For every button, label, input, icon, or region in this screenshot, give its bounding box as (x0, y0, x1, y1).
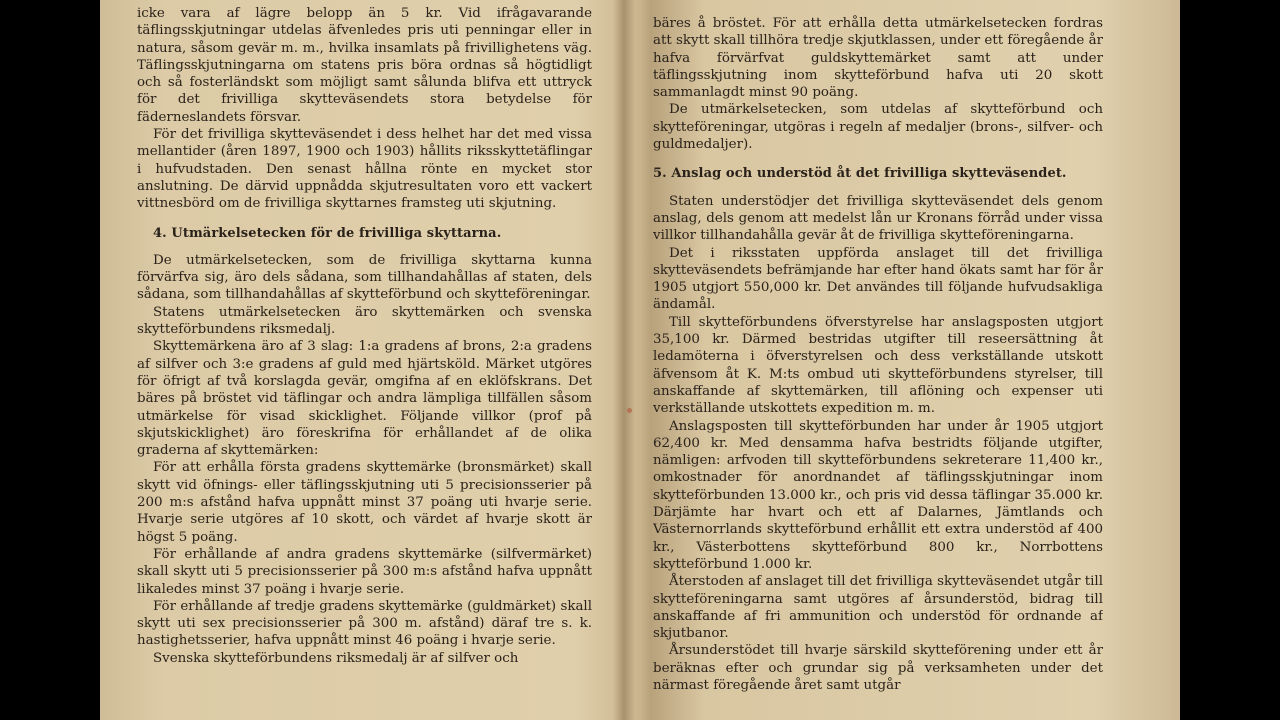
right-page (653, 0, 1103, 720)
left-paragraph-8: För erhållande af tredje gradens skyttemärke (guldmärket) skall skytt uti sex precisionsserier på 300 m. afstånd) däraf tre s. k. hastighetsserier, hafva uppnått minst 46 poäng i hvarje serie. (137, 598, 592, 649)
right-paragraph-1: bäres å bröstet. För att erhålla detta utmärkelsetecken fordras att skytt skall tillhöra tredje skjutklassen, under ett föregående år hafva förvärfvat guldskyttemärket samt att under täflingsskjutning inom skytteförbund hafva uti 20 skott sammanlagdt minst 90 poäng. (653, 16, 1103, 101)
left-page (137, 0, 592, 720)
right-paragraph-8: Årsunderstödet till hvarje särskild skytteförening under ett år beräknas efter och grundar sig på verksamheten under det närmast föregående året samt utgår (653, 643, 1103, 693)
left-paragraph-6: För att erhålla första gradens skyttemärke (bronsmärket) skall skytt vid öfnings- eller täflingsskjutning uti 5 precisionsserier på 200 m:s afstånd hafva uppnått minst 37 poäng uti hvarje serie. Hvarje serie utgöres af 10 skott, och värdet af hvarje skott är högst 5 poäng. (137, 460, 592, 545)
right-paragraph-3: Staten understödjer det frivilliga skytteväsendet dels genom anslag, dels genom att medelst lån ur Kronans förråd under vissa villkor tillhandahålla gevär åt de frivilliga skytteföreningarna. (653, 193, 1103, 244)
right-paragraph-6: Anslagsposten till skytteförbunden har under år 1905 utgjort 62,400 kr. Med densamma hafva bestridts följande utgifter, nämligen: arfvoden till skytteförbundens sekreterare 11,400 kr., omkostnader för anordnandet af täflingsskjutningar inom skytteförbunden 13.000 kr., och pris vid dessa täflingar 35.000 kr. Därjämte har hvart och ett af Dalarnes, Jämtlands och Västernorrlands skytteförbund erhållit ett extra understöd af 400 kr., Västerbottens skytteförbund 800 kr., Norrbottens skytteförbund 1.000 kr. (653, 418, 1103, 572)
section-heading-5: 5. Anslag och understöd åt det frivilliga skytteväsendet. (653, 166, 1067, 182)
left-paragraph-4: Statens utmärkelsetecken äro skyttemärken och svenska skytteförbundens riksmedalj. (137, 304, 592, 338)
left-paragraph-3: De utmärkelsetecken, som de frivilliga skyttarna kunna förvärfva sig, äro dels sådana, som tillhandahållas af staten, dels sådana, som tillhandahållas af skytteförbund och skytteföreningar. (137, 252, 592, 303)
right-paragraph-5: Till skytteförbundens öfverstyrelse har anslagsposten utgjort 35,100 kr. Därmed bestridas utgifter till reseersättning åt ledamöterna i öfverstyrelsen och dess verkställande utskott äfvensom åt K. M:ts ombud uti skytteförbundens styrelser, till anskaffande af skyttemärken, till aflöning och expenser uti verkställande utskottets expedition m. m. (653, 314, 1103, 417)
section-heading-4: 4. Utmärkelsetecken för de frivilliga skyttarna. (153, 225, 502, 241)
left-paragraph-1: icke vara af lägre belopp än 5 kr. Vid ifrågavarande täflingsskjutningar utdelas äfvenledes pris uti penningar eller in natura, såsom gevär m. m., hvilka insamlats på frivillighetens väg. Täflingsskjutningarna om statens pris böra ordnas så högtidligt och så fosterländskt som möjligt samt sålunda blifva ett uttryck för det frivilliga skytteväsendets stora betydelse för fäderneslandets försvar. (137, 6, 592, 125)
right-paragraph-7: Återstoden af anslaget till det frivilliga skytteväsendet utgår till skytteföreningarna samt utgöres af årsunderstöd, bidrag till anskaffande af fri ammunition och understöd för ordnande af skjutbanor. (653, 574, 1103, 642)
left-paragraph-5: Skyttemärkena äro af 3 slag: 1:a gradens af brons, 2:a gradens af silfver och 3:e gradens af guld med hjärtsköld. Märket utgöres för öfrigt af två korslagda gevär, omgifna af en eklöfskrans. Det bäres på bröstet vid täflingar och andra lämpliga tillfällen såsom utmärkelse för visad skicklighet. Följande villkor (prof på skjutskicklighet) äro föreskrifna för erhållandet af de olika graderna af skyttemärken: (137, 339, 592, 459)
open-book (100, 0, 1180, 720)
left-paragraph-2: För det frivilliga skytteväsendet i dess helhet har det med vissa mellantider (åren 1897, 1900 och 1903) hållits riksskyttetäflingar i hufvudstaden. Den senast hållna rönte en mycket stor anslutning. De därvid uppnådda skjutresultaten voro ett vackert vittnesbörd om de frivilliga skyttarnes framsteg uti skjutning. (137, 127, 592, 212)
left-paragraph-7: För erhållande af andra gradens skyttemärke (silfvermärket) skall skytt uti 5 precisionsserier på 300 m:s afstånd hafva uppnått likaledes minst 37 poäng i hvarje serie. (137, 546, 592, 597)
book-gutter (613, 0, 635, 720)
right-paragraph-4: Det i riksstaten uppförda anslaget till det frivilliga skytteväsendets befrämjande har efter hand ökats samt har för år 1905 utgjort 550,000 kr. Det användes till följande hufvudsakliga ändamål. (653, 245, 1103, 313)
ink-spot (627, 408, 632, 413)
left-paragraph-9: Svenska skytteförbundens riksmedalj är af silfver och (153, 650, 519, 666)
right-paragraph-2: De utmärkelsetecken, som utdelas af skytteförbund och skytteföreningar, utgöras i regeln af medaljer (brons-, silfver- och guldmedaljer). (653, 102, 1103, 153)
